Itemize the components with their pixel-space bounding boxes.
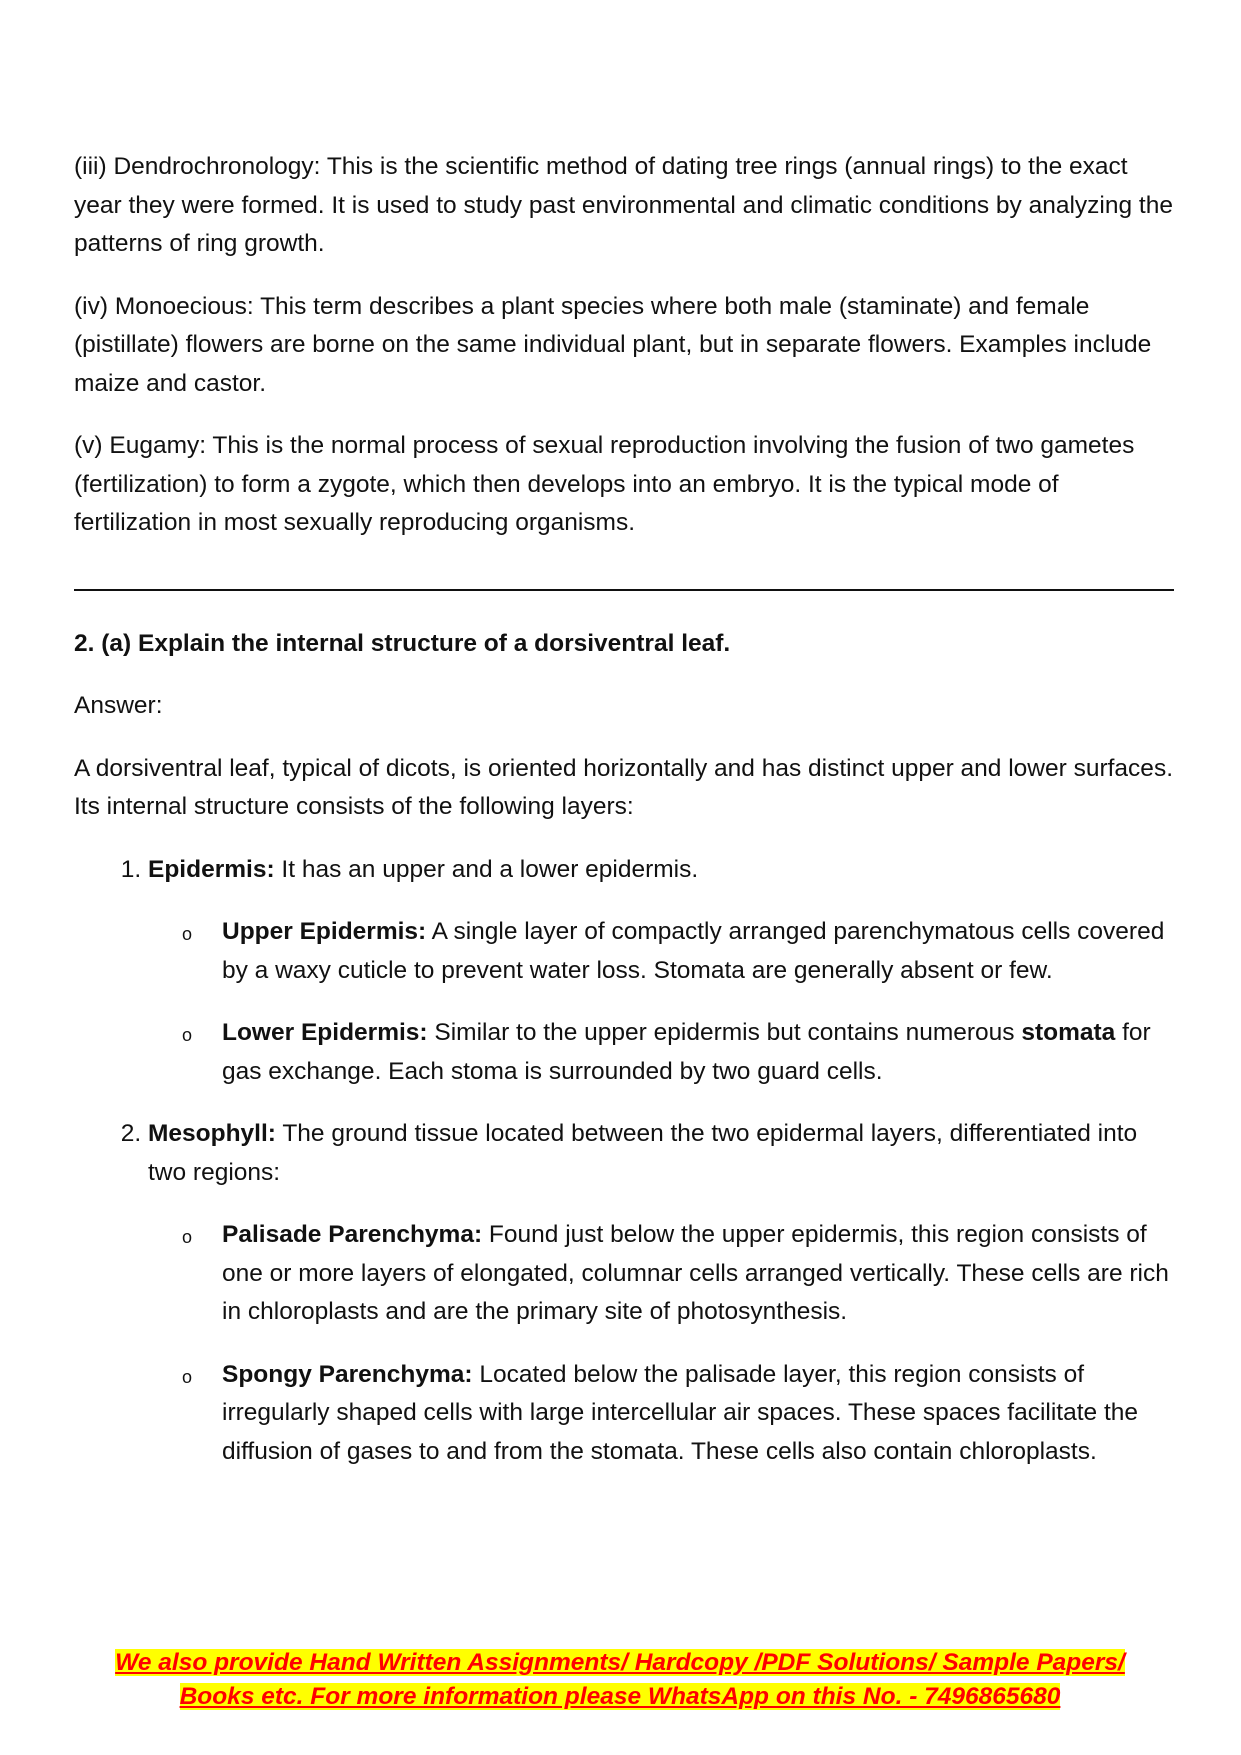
question-heading: 2. (a) Explain the internal structure of a dorsiventral leaf. — [74, 629, 731, 657]
text-mesophyll: The ground tissue located between the two epidermal layers, differentiated into two regions: — [148, 1120, 1138, 1186]
term-lower-epidermis: Lower Epidermis: — [222, 1019, 428, 1046]
footer-line-1: We also provide Hand Written Assignments/ Hardcopy /PDF Solutions/ Sample Papers/ — [115, 1649, 1125, 1676]
text-epidermis: It has an upper and a lower epidermis. — [274, 855, 699, 883]
list-item-mesophyll — [148, 1115, 1174, 1471]
bullet-icon: o — [182, 1366, 193, 1387]
document-page — [74, 148, 1174, 1495]
text-palisade-parenchyma: Found just below the upper epidermis, this region consists of one or more layers of elongated, columnar cells arranged vertically. These cells are rich in chloroplasts and are the primary site of photosynthesis. — [222, 1221, 1169, 1325]
text-lower-epidermis-rest: for gas exchange. Each stoma is surrounded by two guard cells. — [222, 1019, 1151, 1085]
layers-list — [74, 851, 1174, 1472]
bullet-icon: o — [182, 1227, 193, 1247]
mesophyll-sublist — [148, 1216, 1174, 1471]
footer-line-2: Books etc. For more information please WhatsApp on this No. - 7496865680 — [179, 1683, 1061, 1710]
list-item-spongy-parenchyma — [182, 1356, 1174, 1472]
text-upper-epidermis: A single layer of compactly arranged parenchymatous cells covered by a waxy cuticle to prevent water loss. Stomata are generally absent or few. — [222, 918, 1165, 984]
answer-label: Answer: — [74, 692, 163, 719]
text-spongy-parenchyma: Located below the palisade layer, this region consists of irregularly shaped cells with large intercellular air spaces. These spaces facilitate the diffusion of gases to and from the stomata. These cells also contain chloroplasts. — [222, 1360, 1139, 1465]
list-item-palisade-parenchyma — [182, 1216, 1174, 1332]
definition-monoecious: (iv) Monoecious: This term describes a plant species where both male (staminate) and female (pistillate) flowers are borne on the same individual plant, but in separate flowers. Examples include maize and castor. — [74, 292, 1152, 397]
term-palisade-parenchyma: Palisade Parenchyma: — [222, 1221, 483, 1248]
epidermis-sublist — [148, 913, 1174, 1091]
list-item-epidermis — [148, 851, 1174, 1092]
answer-intro: A dorsiventral leaf, typical of dicots, is oriented horizontally and has distinct upper and lower surfaces. Its internal structure consists of the following layers: — [74, 754, 1173, 820]
term-stomata: stomata — [1021, 1019, 1116, 1046]
term-epidermis: Epidermis: — [148, 855, 275, 883]
bullet-icon: o — [182, 1025, 193, 1045]
definition-eugamy: (v) Eugamy: This is the normal process of sexual reproduction involving the fusion of two gametes (fertilization) to form a zygote, which then develops into an embryo. It is the typical mode of fertilization in most sexually reproducing organisms. — [74, 432, 1135, 536]
text-lower-epidermis: Similar to the upper epidermis but contains numerous — [427, 1019, 1022, 1046]
term-spongy-parenchyma: Spongy Parenchyma: — [222, 1360, 473, 1388]
list-item-lower-epidermis — [182, 1014, 1174, 1091]
definition-dendrochronology: (iii) Dendrochronology: This is the scientific method of dating tree rings (annual rings) to the exact year they were formed. It is used to study past environmental and climatic conditions by analyzing the patterns of ring growth. — [74, 153, 1173, 257]
list-item-upper-epidermis — [182, 913, 1174, 990]
term-upper-epidermis: Upper Epidermis: — [222, 918, 427, 945]
term-mesophyll: Mesophyll: — [148, 1120, 276, 1147]
footer-advertisement — [80, 1646, 1160, 1714]
bullet-icon: o — [182, 924, 193, 944]
horizontal-divider — [74, 589, 1174, 591]
